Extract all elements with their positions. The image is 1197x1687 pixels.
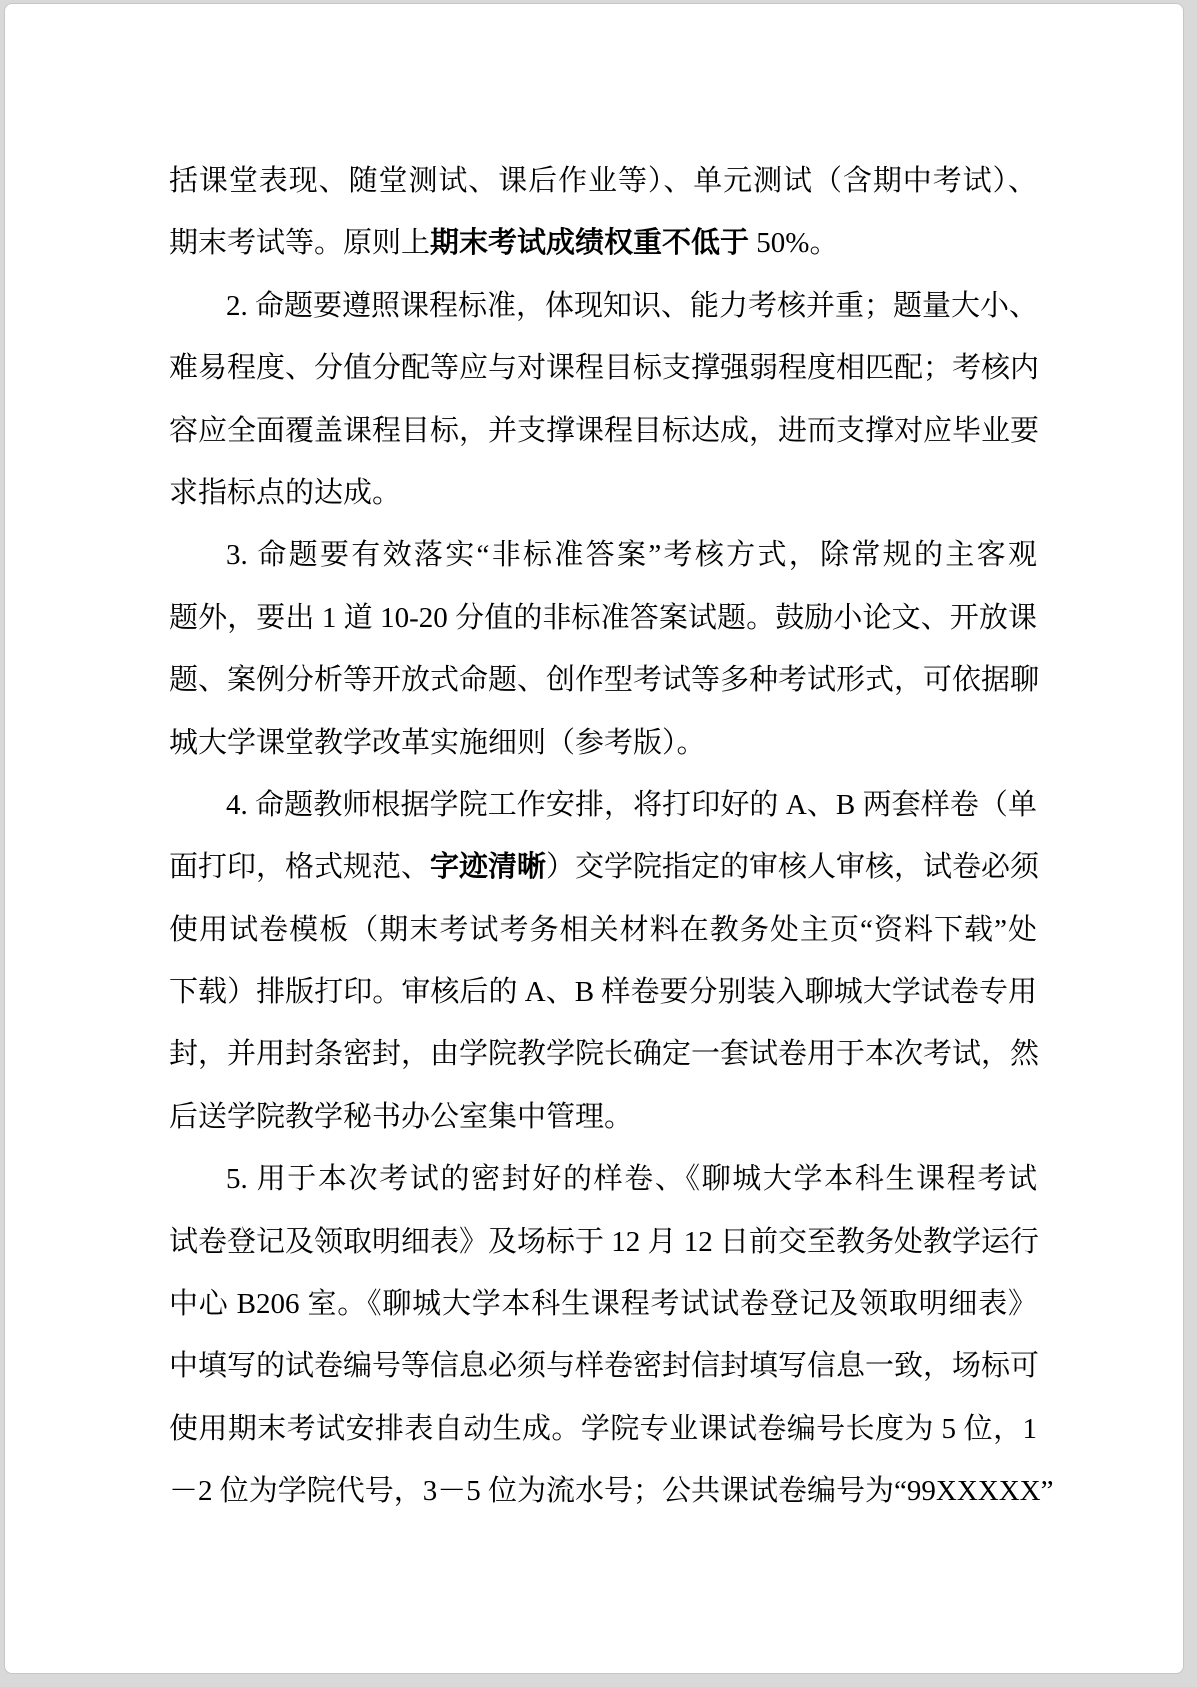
text-line	[169, 275, 1037, 337]
text-line	[169, 774, 1037, 836]
text-segment: 4. 命题教师根据学院工作安排，将打印好的 A、B 两套样卷（单	[226, 788, 1037, 821]
text-line	[169, 1086, 1037, 1148]
text-line	[169, 1273, 1037, 1335]
text-segment: 使用试卷模板（期末考试考务相关材料在教务处主页“资料下载”处	[169, 913, 1037, 946]
text-line	[169, 1398, 1037, 1460]
text-line	[169, 1335, 1040, 1397]
text-segment: 求指标点的达成。	[169, 476, 402, 509]
text-segment: 后送学院教学秘书办公室集中管理。	[169, 1100, 634, 1133]
text-line	[169, 1023, 1040, 1085]
text-line	[169, 1211, 1040, 1273]
text-segment: 中填写的试卷编号等信息必须与样卷密封信封填写信息一致，场标可	[169, 1350, 1040, 1383]
text-line	[169, 337, 1040, 399]
text-segment: 难易程度、分值分配等应与对课程目标支撑强弱程度相匹配；考核内	[169, 352, 1040, 385]
bold-text-segment: 字迹清晰	[430, 851, 547, 884]
text-segment: －2 位为学院代号，3－5 位为流水号；公共课试卷编号为“99XXXXX”	[169, 1475, 1054, 1508]
text-line	[169, 712, 1037, 774]
text-line	[169, 649, 1040, 711]
text-line	[169, 1460, 1054, 1522]
text-line	[169, 150, 1037, 212]
text-line	[169, 899, 1037, 961]
text-segment: 面打印，格式规范、	[169, 851, 431, 884]
text-segment: 使用期末考试安排表自动生成。学院专业课试卷编号长度为 5 位，1	[169, 1412, 1037, 1445]
text-segment: 下载）排版打印。审核后的 A、B 样卷要分别装入聊城大学试卷专用	[169, 976, 1037, 1009]
text-line	[169, 462, 1037, 524]
text-segment: 题、案例分析等开放式命题、创作型考试等多种考试形式，可依据聊	[169, 664, 1040, 697]
text-segment: 中心 B206 室。《聊城大学本科生课程考试试卷登记及领取明细表》	[169, 1288, 1037, 1321]
text-segment: 50%。	[749, 227, 839, 260]
text-line	[169, 400, 1040, 462]
document-body	[169, 150, 1054, 1523]
text-segment: 容应全面覆盖课程目标，并支撑课程目标达成，进而支撑对应毕业要	[169, 414, 1040, 447]
text-line	[169, 587, 1037, 649]
text-line	[169, 524, 1037, 586]
text-segment: 城大学课堂教学改革实施细则（参考版）。	[169, 726, 706, 759]
text-segment: 2. 命题要遵照课程标准，体现知识、能力考核并重；题量大小、	[226, 289, 1039, 322]
document-page	[4, 3, 1184, 1674]
text-segment: 试卷登记及领取明细表》及场标于 12 月 12 日前交至教务处教学运行	[169, 1225, 1040, 1258]
text-line	[169, 961, 1037, 1023]
text-segment: 封，并用封条密封，由学院教学院长确定一套试卷用于本次考试，然	[169, 1038, 1040, 1071]
text-segment: 题外，要出 1 道 10-20 分值的非标准答案试题。鼓励小论文、开放课	[169, 601, 1037, 634]
text-segment: 5. 用于本次考试的密封好的样卷、《聊城大学本科生课程考试	[226, 1163, 1037, 1196]
text-segment: 3. 命题要有效落实“非标准答案”考核方式，除常规的主客观	[226, 539, 1037, 572]
text-segment: 期末考试等。原则上	[169, 227, 431, 260]
bold-text-segment: 期末考试成绩权重不低于	[430, 227, 750, 260]
text-segment: ）交学院指定的审核人审核，试卷必须	[546, 851, 1040, 884]
text-line	[169, 836, 1040, 898]
text-segment: 括课堂表现、随堂测试、课后作业等）、单元测试（含期中考试）、	[169, 165, 1037, 197]
text-line	[169, 212, 1037, 274]
text-line	[169, 1148, 1037, 1210]
